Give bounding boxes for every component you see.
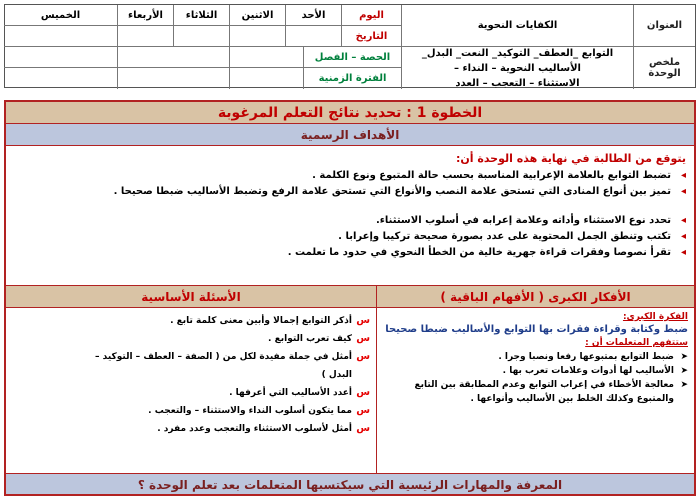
arrow-bullet-icon: ◂ bbox=[680, 215, 686, 226]
goal-item: ◂ تميز بين أنواع المنادى التي تستحق علامة النصب والأنواع التي تستحق علامة الرفع وتضبط الأساليب ضبطا صحيحا . bbox=[14, 184, 686, 200]
question-item: س أعدد الأساليب التي أعرفها . bbox=[12, 384, 370, 402]
question-mark-label: س bbox=[356, 333, 370, 344]
unit-label: العنوان bbox=[633, 5, 695, 47]
day-sunday: الأحد bbox=[285, 5, 341, 26]
knowledge-skills-title: المعرفة والمهارات الرئيسية التي سيكتسبها المتعلمات بعد تعلم الوحدة ؟ bbox=[6, 474, 694, 496]
summary-line-1: التوابع _العطف_ التوكيد_ النعت_ البدل_ الأساليب النحوية – النداء – bbox=[421, 47, 614, 74]
question-item: س أمثل في جملة مفيدة لكل من ( الصفة – العطف – التوكيد – bbox=[12, 348, 370, 366]
unit-title: الكفايات النحوية bbox=[401, 5, 633, 47]
question-item: س أذكر التوابع إجمالا وأبين معنى كلمة تابع . bbox=[12, 312, 370, 330]
question-item: س كيف تعرب التوابع . bbox=[12, 330, 370, 348]
day-monday: الاثنين bbox=[229, 5, 285, 26]
essential-questions-title: الأسئلة الأساسية bbox=[6, 286, 376, 308]
question-item-continued: البدل ) bbox=[321, 370, 352, 380]
question-mark-label: س bbox=[356, 423, 370, 434]
big-ideas-column bbox=[376, 286, 694, 473]
two-column-block bbox=[6, 286, 694, 474]
session-cell[interactable] bbox=[229, 47, 303, 68]
summary-line-2: الاستثناء – التعجب – العدد bbox=[455, 77, 580, 89]
question-mark-label: س bbox=[356, 387, 370, 398]
session-cell[interactable] bbox=[117, 47, 229, 68]
big-ideas-title: الأفكار الكبرى ( الأفهام الباقية ) bbox=[377, 286, 694, 308]
period-cell[interactable] bbox=[117, 68, 229, 89]
arrow-bullet-icon: ◂ bbox=[680, 186, 686, 197]
goal-item: ◂ تكتب وتنطق الجمل المحتوية على عدد بصورة صحيحة تركيبا وإعرابا . bbox=[14, 229, 686, 245]
understandings-label: ستتفهم المتعلمات أن : bbox=[585, 338, 688, 348]
question-item: س أمثل لأسلوب الاستثناء والتعجب وعدد مفرد . bbox=[12, 420, 370, 438]
arrow-bullet-icon: ◂ bbox=[680, 170, 686, 181]
date-cell[interactable] bbox=[4, 26, 117, 47]
date-cell[interactable] bbox=[117, 26, 173, 47]
learning-outcomes-section bbox=[4, 100, 696, 496]
date-label: التاريخ bbox=[341, 26, 401, 47]
arrow-bullet-icon: ➤ bbox=[680, 352, 688, 362]
goal-item: ◂ تضبط التوابع بالعلامة الإعرابية المناسبة بحسب حالة المتبوع ونوع الكلمة . bbox=[14, 168, 686, 184]
session-label: الحصة – الفصل bbox=[303, 47, 401, 68]
question-mark-label: س bbox=[356, 405, 370, 416]
date-cell[interactable] bbox=[285, 26, 341, 47]
goal-item: ◂ تحدد نوع الاستثناء وأداته وعلامة إعرابه في أسلوب الاستثناء. bbox=[14, 213, 686, 229]
period-cell[interactable] bbox=[4, 68, 117, 89]
date-cell[interactable] bbox=[229, 26, 285, 47]
question-mark-label: س bbox=[356, 351, 370, 362]
goal-item: ◂ تقرأ نصوصا وفقرات قراءة جهرية خالية من الخطأ النحوي في حدود ما تعلمت . bbox=[14, 245, 686, 261]
summary-label: ملخص الوحدة bbox=[633, 47, 695, 89]
understanding-item: ➤ الأساليب لها أدوات وعلامات تعرب بها . bbox=[502, 366, 688, 376]
arrow-bullet-icon: ➤ bbox=[680, 366, 688, 376]
arrow-bullet-icon: ◂ bbox=[680, 231, 686, 242]
understanding-item: ➤ ضبط التوابع بمتبوعها رفعا ونصبا وجرا . bbox=[498, 352, 688, 362]
day-label: اليوم bbox=[341, 5, 401, 26]
essential-questions-column bbox=[6, 286, 376, 473]
goals-block bbox=[6, 146, 694, 286]
day-thursday: الخميس bbox=[4, 5, 117, 26]
day-tuesday: الثلاثاء bbox=[173, 5, 229, 26]
question-mark-label: س bbox=[356, 315, 370, 326]
unit-summary bbox=[401, 47, 633, 89]
period-label: الفترة الزمنية bbox=[303, 68, 401, 89]
arrow-bullet-icon: ◂ bbox=[680, 247, 686, 258]
day-wednesday: الأربعاء bbox=[117, 5, 173, 26]
big-idea-label: الفكرة الكبرى: bbox=[622, 312, 688, 322]
arrow-bullet-icon: ➤ bbox=[680, 380, 688, 390]
goals-intro: يتوقع من الطالبة في نهاية هذه الوحدة أن: bbox=[455, 152, 686, 165]
step-title: الخطوة 1 : تحديد نتائج التعلم المرغوبة bbox=[6, 102, 694, 124]
unit-header-table bbox=[4, 4, 696, 88]
question-item: س مما يتكون أسلوب النداء والاستثناء – والتعجب . bbox=[12, 402, 370, 420]
big-idea-text: ضبط وكتابة وقراءة فقرات بها التوابع والأساليب ضبطا صحيحا bbox=[385, 324, 688, 335]
period-cell[interactable] bbox=[229, 68, 303, 89]
session-cell[interactable] bbox=[4, 47, 117, 68]
date-cell[interactable] bbox=[173, 26, 229, 47]
understanding-item: ➤ معالجة الأخطاء في إعراب التوابع وعدم المطابقة بين التابع والمتبوع وكذلك الخلط بين الأساليب وأنواعها . bbox=[414, 380, 688, 404]
official-goals-title: الأهداف الرسمية bbox=[6, 124, 694, 146]
